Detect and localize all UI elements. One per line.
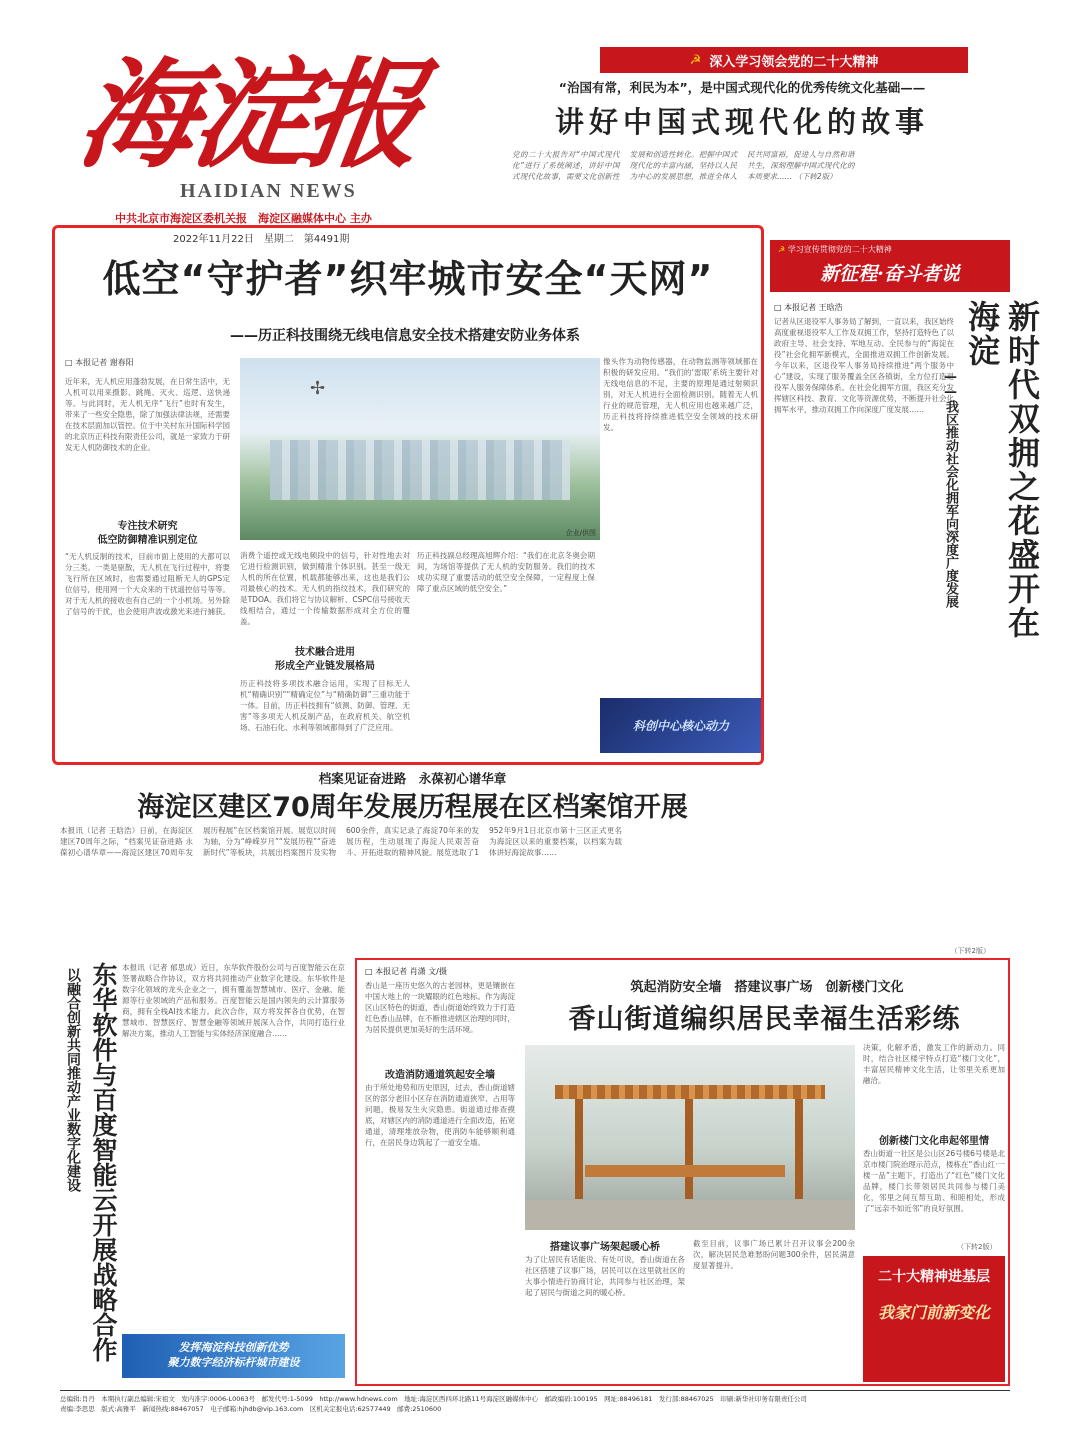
masthead bbox=[40, 40, 560, 245]
archive-headline: 海淀区建区70周年发展历程展在区档案馆开展 bbox=[137, 792, 688, 823]
skyline-shape bbox=[270, 440, 570, 500]
top-banner bbox=[600, 47, 968, 73]
fh-section2-body: 为了让居民有话能说、有处可说，香山街道在各社区搭建了议事广场，居民可以在这里就社区的大事小情进行协商讨论，共同参与社区治理，架起了居民与街道之间的暖心桥。 bbox=[525, 1255, 685, 1297]
archive-story bbox=[60, 765, 765, 955]
lead-body-text: 党的二十大报告对“中国式现代化”进行了系统阐述，讲好中国式现代化故事，需要文化创新性发展和创造性转化。把握中国式现代化的丰富内涵，坚持以人民为中心的发展思想，推进全体人民共同富裕，促进人与自然和谐共生，深刻理解中国式现代化的本质要求…… bbox=[512, 150, 855, 181]
fh-section3-body: 香山街道一社区是公山区26号楼6号楼是北京市楼门院治理示范点，楼栋在“香山红·一楼一品”主题下，打造出了“红色”楼门文化品牌，楼门长带领居民共同参与楼门美化，邻里之间互帮互助、和睦相处，形成了“远亲不如近邻”的良好氛围。 bbox=[863, 1149, 1005, 1213]
sidebar-body-text: 记者从区退役军人事务局了解到，一直以来，我区始终高度重视退役军人工作及双拥工作，坚持打造特色了以政府主导、社会支持、军地互动、全民参与的“海淀在役”社会化拥军新模式，全面推进双拥工作创新发展。今年以来，区退役军人事务局持续推进“两个服务中心”建设，实现了服务覆盖全区各镇街，全方位打造退役军人服务保障体系。在社会化拥军方面，我区充分发挥辖区科技、教育、文化等资源优势，不断提升社会化拥军水平，推动双拥工作向深度广度发展…… bbox=[774, 317, 954, 414]
fh-turn: （下转2版） bbox=[957, 1243, 997, 1251]
masthead-date: 2022年11月22日 星期二 第4491期 bbox=[173, 234, 350, 245]
pergola-post-shape bbox=[685, 1099, 693, 1199]
photo-caption: 企业/供图 bbox=[565, 529, 596, 537]
masthead-sponsor: 中共北京市海淀区委机关报 海淀区融媒体中心 主办 bbox=[115, 212, 372, 225]
video-badge bbox=[600, 698, 762, 753]
main-photo bbox=[240, 358, 600, 540]
footer bbox=[60, 1390, 1010, 1414]
video-label: 科创中心核心动力 bbox=[632, 719, 729, 733]
pergola-roof-shape bbox=[555, 1085, 825, 1099]
main-byline: □ 本报记者 谢春阳 bbox=[65, 358, 134, 367]
fh-col4-body: 决策，化解矛盾，激发工作的新动力。同时，结合社区楼宇特点打造“楼门文化”，丰富居民精神文化生活，让邻里关系更加融洽。 bbox=[863, 1043, 1005, 1085]
party-emblem-icon: ☭ bbox=[778, 245, 788, 254]
fh-headline: 香山街道编织居民幸福生活彩练 bbox=[568, 1004, 961, 1035]
fh-col3-body: 截至目前，议事广场已累计召开议事会200余次，解决居民急难愁盼问题300余件，居民满意度显著提升。 bbox=[693, 1239, 855, 1270]
sidebar-body bbox=[774, 316, 954, 951]
ground-shape bbox=[525, 1200, 855, 1230]
fh-badge bbox=[863, 1256, 1005, 1382]
fh-kicker: 筑起消防安全墙 搭建议事广场 创新楼门文化 bbox=[630, 980, 904, 995]
col3-body: 历正科技副总经理高旭辉介绍：“我们在北京冬奥会期间，为场馆等提供了无人机的安防服务。我们的技术成功实现了重要活动的低空安全保障，一定程度上保障了重点区域的低空安全。” bbox=[417, 551, 595, 593]
lead-body bbox=[512, 149, 972, 227]
bench-shape bbox=[585, 1165, 785, 1177]
drone-icon: ✢ bbox=[310, 378, 326, 399]
lead-kicker: “治国有常，利民为本”，是中国式现代化的优秀传统文化基础—— bbox=[558, 80, 926, 95]
masthead-english: HAIDIAN NEWS bbox=[180, 180, 357, 202]
fh-badge-line1: 二十大精神进基层 bbox=[878, 1269, 990, 1285]
footer-line2: 责编:李思思 版式:高雅平 新闻热线:88467057 电子邮箱:hjhdb@vip.163.com 区机关定报电话:62577449 邮费:2510600 bbox=[60, 1405, 442, 1413]
main-subheadline: ——历正科技围绕无线电信息安全技术搭建安防业务体系 bbox=[230, 328, 580, 344]
sidebar-header-main: 新征程·奋斗者说 bbox=[820, 263, 960, 285]
party-emblem-icon: ☭ bbox=[689, 52, 702, 68]
sidebar-header-top-text: 学习宣传贯彻党的二十大精神 bbox=[787, 245, 892, 254]
left-headline: 东华软件与百度智能云开展战略合作 bbox=[89, 962, 118, 1362]
footer-line1: 总编辑:肖丹 本期执行副总编辑:宋祖文 发内准字:0006-L0063号 邮发代号:1-5099 http://www.hdnews.com 地址:海淀区西四环北路11号海淀区融媒体中心 邮政编码:100195 网址:88496181 发行部:88467025 印刷:新华社印务有限责任公司 bbox=[60, 1395, 807, 1403]
fh-section1-title: 改造消防通道筑起安全墙 bbox=[385, 1070, 495, 1081]
pergola-post-shape bbox=[795, 1099, 803, 1199]
archive-kicker: 档案见证奋进路 永葆初心谱华章 bbox=[318, 771, 507, 786]
section2-title: 技术融合进用 形成全产业链发展格局 bbox=[275, 647, 375, 672]
fh-col1-body: 香山是一座历史悠久的古老园林，更是镶嵌在中国大地上的一块耀眼的红色地标。作为海淀区山区特色的街道，香山街道始终致力于打造红色香山品牌，在不断推进辖区治理的同时，为居民提供更加美好的生活环境。 bbox=[365, 981, 515, 1034]
main-headline: 低空“守护者”织牢城市安全“天网” bbox=[102, 257, 714, 301]
fh-section3-title: 创新楼门文化串起邻里情 bbox=[879, 1136, 989, 1147]
masthead-title: 海淀报 bbox=[70, 45, 426, 184]
sidebar-turn: （下转2版） bbox=[950, 947, 990, 955]
col4-body: 像头作为动物传感器，在动物监测等领域都在积极的研发应用。“我们的‘雷眼’系统主要针对无线电信息的不足，主要的原理是通过射频识别，对无人机进行全面检测识别。随着无人机行业的规范管理，无人机应用也越来越广泛，历正科技将持续推进低空安全领域的技术研发。 bbox=[603, 357, 758, 432]
main-story bbox=[52, 225, 764, 765]
fragrant-hill-story bbox=[355, 958, 1010, 1386]
sidebar-header-top bbox=[778, 244, 1002, 255]
section1-title: 专注技术研究 低空防御精准识别定位 bbox=[97, 521, 198, 546]
pergola-post-shape bbox=[575, 1099, 583, 1199]
left-body: 本报讯（记者 郁思成）近日，东华软件股份公司与百度智能云在京签署战略合作协议，双方将共同推动产业数字化建设。东华软件是数字化领域的龙头企业之一，拥有覆盖智慧城市、医疗、金融、能源等行业领域的产品和服务。百度智能云是国内领先的云计算服务商，拥有全栈AI技术能力。此次合作，双方将发挥各自优势，在智慧城市、智慧医疗、智慧金融等领域开展深入合作，共同打造行业解决方案，推动人工智能与实体经济深度融合…… bbox=[122, 963, 345, 1038]
lead-headline: 讲好中国式现代化的故事 bbox=[554, 105, 929, 139]
main-intro: 近年来，无人机应用蓬勃发展，在日常生活中，无人机可以用来摄影、跳绳、灭火、巡逻、送快递等。与此同时，无人机无序“飞行”也时有发生，带来了一些安全隐患，除了加强法律法规，还需要在技术层面加以管控。位于中关村东升国际科学园的北京历正科技有限责任公司，就是一家致力于研发无人机防御技术的企业。 bbox=[65, 377, 230, 452]
sidebar-subheadline: ——我区推动社会化拥军向深度广度发展 bbox=[943, 370, 958, 608]
fh-section1-body: 由于所处地势和历史原因，过去，香山街道辖区的部分老旧小区存在消防通道狭窄、占用等问题，极易发生火灾隐患。街道通过排查摸底，对辖区内的消防通道进行全面改造，拓宽通道，清理堆放杂物，使消防车能够顺利通行，在居民身边筑起了一道安全墙。 bbox=[365, 1083, 515, 1147]
left-subheadline: 以融合创新共同推动产业数字化建设 bbox=[65, 968, 81, 1192]
sidebar-header bbox=[770, 240, 1010, 292]
top-banner-label: 深入学习领会党的二十大精神 bbox=[709, 54, 879, 70]
archive-body: 本报讯（记者 王晗浩）日前，在海淀区建区70周年之际，“档案见证奋进路 永葆初心谱华章——海淀区建区70周年发展历程展”在区档案馆开展。展览以时间为轴，分为“峥嵘岁月”“发展历程”“奋进新时代”等板块，共展出档案图片及实物600余件，真实记录了海淀70年来的发展历程，生动展现了海淀人民艰苦奋斗、开拓进取的精神风貌。展览选取了1952年9月1日北京市第十三区正式更名为海淀区以来的重要档案，以档案为载体讲好海淀故事…… bbox=[60, 826, 622, 857]
fh-badge-line2: 我家门前新变化 bbox=[877, 1303, 990, 1322]
fh-section2-title: 搭建议事广场架起暖心桥 bbox=[550, 1242, 660, 1253]
lead-turn: （下转2版） bbox=[794, 172, 837, 181]
fh-byline: □ 本报记者 肖潇 文/摄 bbox=[365, 967, 447, 976]
sidebar bbox=[770, 240, 1041, 960]
col2-body: 消费个遥控或无线电频段中的信号，针对性地去对它进行检测识别，做到精准个体识别。甚至一级无人机的所在位置，机载都能够出来，这也是我们公司最核心的技术。无人机的指纹技术，我们研究的是TDOA。我们将它与协议解析、CSPC信号接收天线相结合，通过一个传输数据形成对全方位的覆盖。 bbox=[240, 551, 410, 626]
section1-body: “无人机反制的技术，目前市面上使用的大都可以分三类。一类是驱散，无人机在飞行过程中，将要飞行所在区域时，也需要通过阻断无人的GPS定位信号，使用网一个大众来的干扰遥控信号等等。对于无人机的接收也有自己的一个小机场。另外除了信号的干扰，也会使用声波或激光来进行捕获。 bbox=[65, 552, 230, 616]
left-banner: 发挥海淀科技创新优势 聚力数字经济标杆城市建设 bbox=[122, 1334, 345, 1378]
lead-story bbox=[512, 76, 972, 236]
fh-photo bbox=[525, 1045, 855, 1230]
section2-body: 历正科技将多项技术融合运用，实现了目标无人机“精确识别”“精确定位”与“精确防御”三重功能于一体。目前，历正科技拥有“侦测、防御、管理、无害”等多项无人机反制产品，在政府机关、航空机场、石油石化、水利等领域都得到了广泛应用。 bbox=[240, 679, 410, 732]
sidebar-byline: □ 本报记者 王晗浩 bbox=[774, 303, 843, 312]
left-story bbox=[60, 962, 345, 1382]
sidebar-headline: 新时代双拥之花盛开在海淀 bbox=[963, 300, 1041, 640]
